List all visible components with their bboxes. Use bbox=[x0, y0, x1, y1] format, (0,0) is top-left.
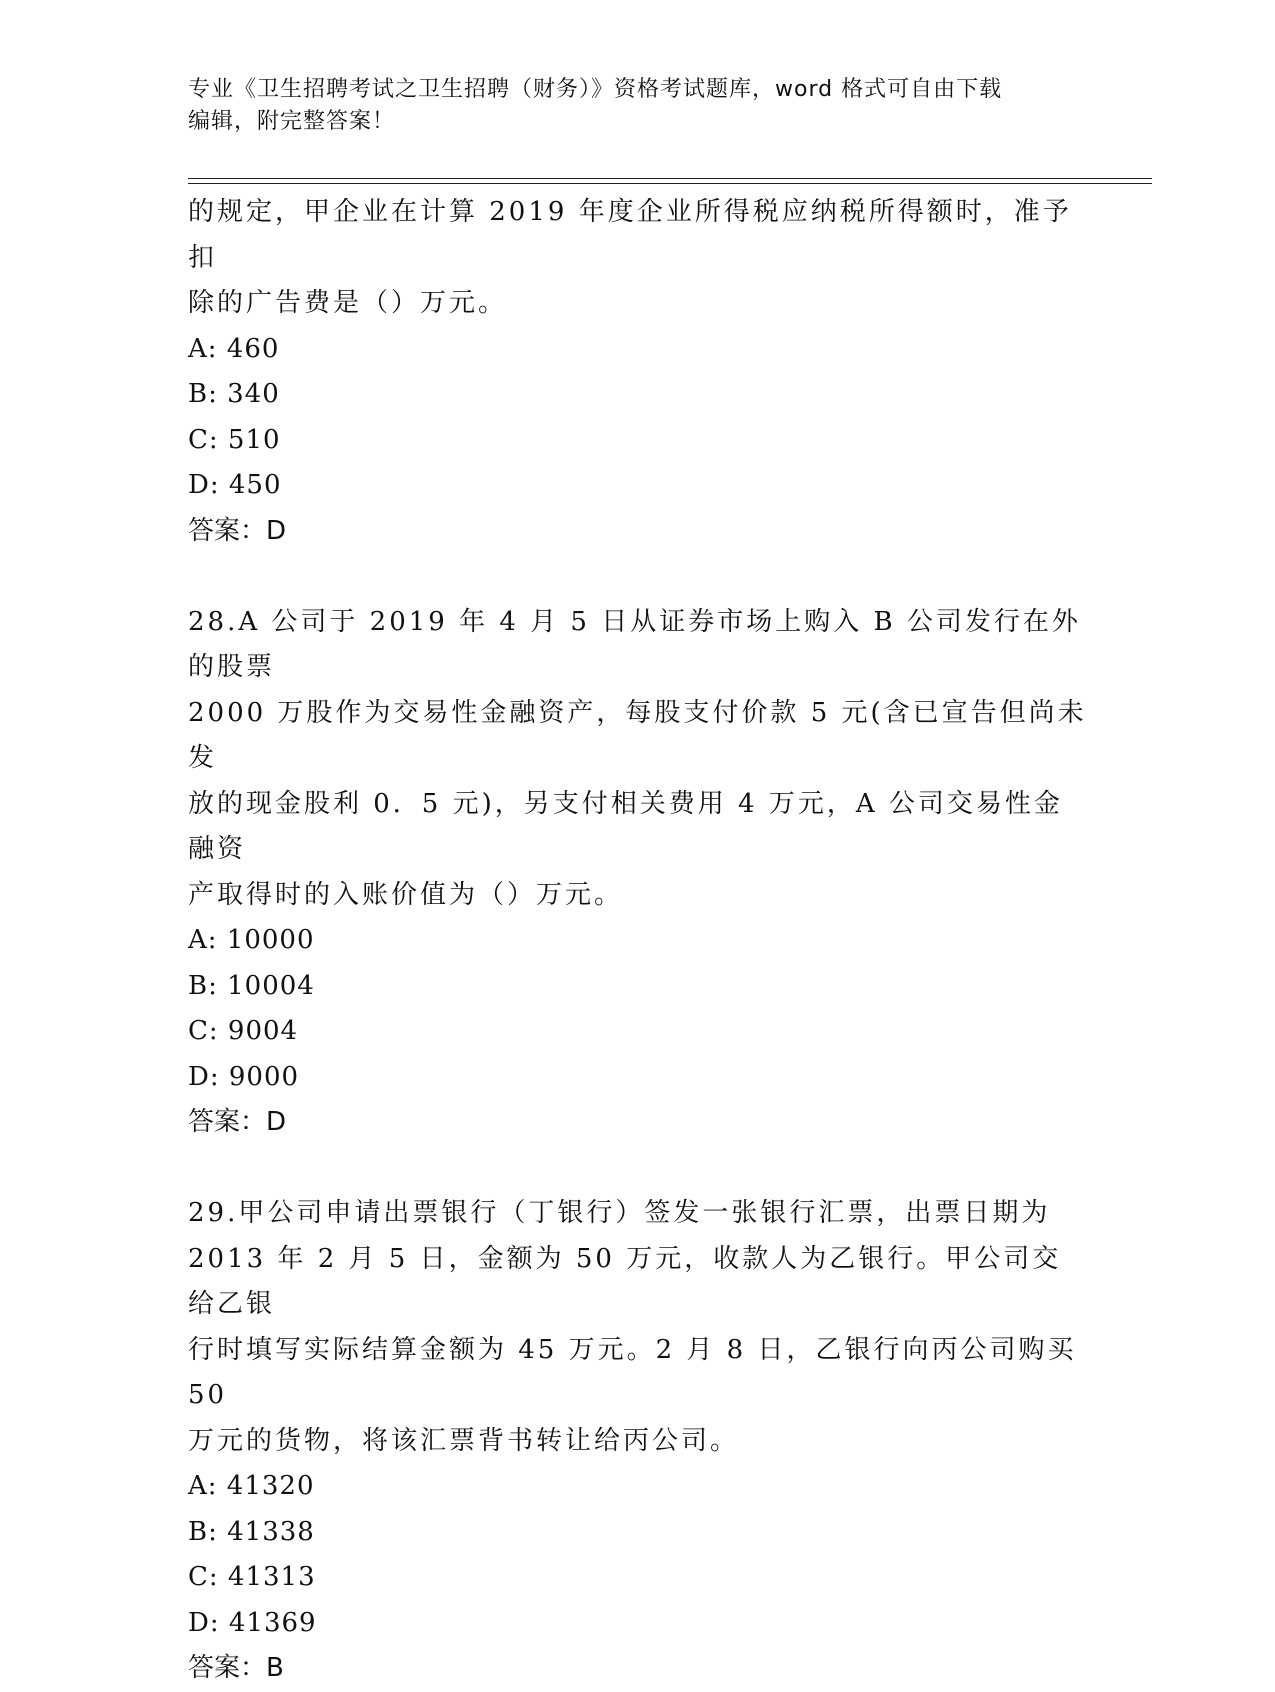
question-text-line: 的规定，甲企业在计算 2019 年度企业所得税应纳税所得额时，准予扣 bbox=[188, 197, 1072, 273]
question-text-line: 万元的货物，将该汇票背书转让给丙公司。 bbox=[188, 1425, 740, 1456]
option-d: D: 450 bbox=[188, 470, 282, 500]
question-text-line: 28.A 公司于 2019 年 4 月 5 日从证券市场上购入 B 公司发行在外的股票 bbox=[188, 606, 1081, 682]
spacer bbox=[188, 554, 1088, 600]
header-line-2: 编辑，附完整答案！ bbox=[188, 109, 396, 134]
spacer bbox=[188, 1146, 1088, 1192]
option-d: D: 41369 bbox=[188, 1607, 317, 1638]
option-c: C: 41313 bbox=[188, 1562, 316, 1592]
question-text-line: 放的现金股利 0．5 元)，另支付相关费用 4 万元，A 公司交易性金融资 bbox=[188, 788, 1063, 864]
question-text-line: 2013 年 2 月 5 日，金额为 50 万元，收款人为乙银行。甲公司交给乙银 bbox=[188, 1243, 1062, 1319]
option-b: B: 10004 bbox=[188, 970, 315, 1001]
option-a: A: 41320 bbox=[188, 1471, 315, 1501]
header-divider-top bbox=[188, 178, 1152, 179]
header-line-1: 专业《卫生招聘考试之卫生招聘（财务）》资格考试题库，word 格式可自由下载 bbox=[188, 77, 1003, 102]
answer-line: 答案：B bbox=[188, 1653, 284, 1683]
header-divider-bottom bbox=[188, 183, 1152, 184]
document-body bbox=[188, 190, 1088, 1692]
answer-line: 答案：D bbox=[188, 1107, 287, 1137]
question-block bbox=[188, 1191, 1088, 1692]
option-c: C: 510 bbox=[188, 424, 281, 455]
option-a: A: 460 bbox=[188, 333, 280, 364]
option-b: B: 41338 bbox=[188, 1516, 315, 1547]
option-a: A: 10000 bbox=[188, 925, 315, 955]
question-text-line: 29.甲公司申请出票银行（丁银行）签发一张银行汇票，出票日期为 bbox=[188, 1198, 1051, 1228]
question-text-line: 行时填写实际结算金额为 45 万元。2 月 8 日，乙银行向丙公司购买 50 bbox=[188, 1334, 1077, 1410]
question-text-line: 除的广告费是（）万元。 bbox=[188, 288, 508, 318]
question-text-line: 产取得时的入账价值为（）万元。 bbox=[188, 879, 624, 910]
answer-line: 答案：D bbox=[188, 515, 287, 546]
document-header bbox=[188, 74, 1088, 138]
question-block bbox=[188, 190, 1088, 554]
option-d: D: 9000 bbox=[188, 1061, 300, 1092]
question-block bbox=[188, 600, 1088, 1146]
option-c: C: 9004 bbox=[188, 1016, 299, 1046]
question-text-line: 2000 万股作为交易性金融资产，每股支付价款 5 元(含已宣告但尚未发 bbox=[188, 697, 1087, 773]
option-b: B: 340 bbox=[188, 379, 280, 409]
